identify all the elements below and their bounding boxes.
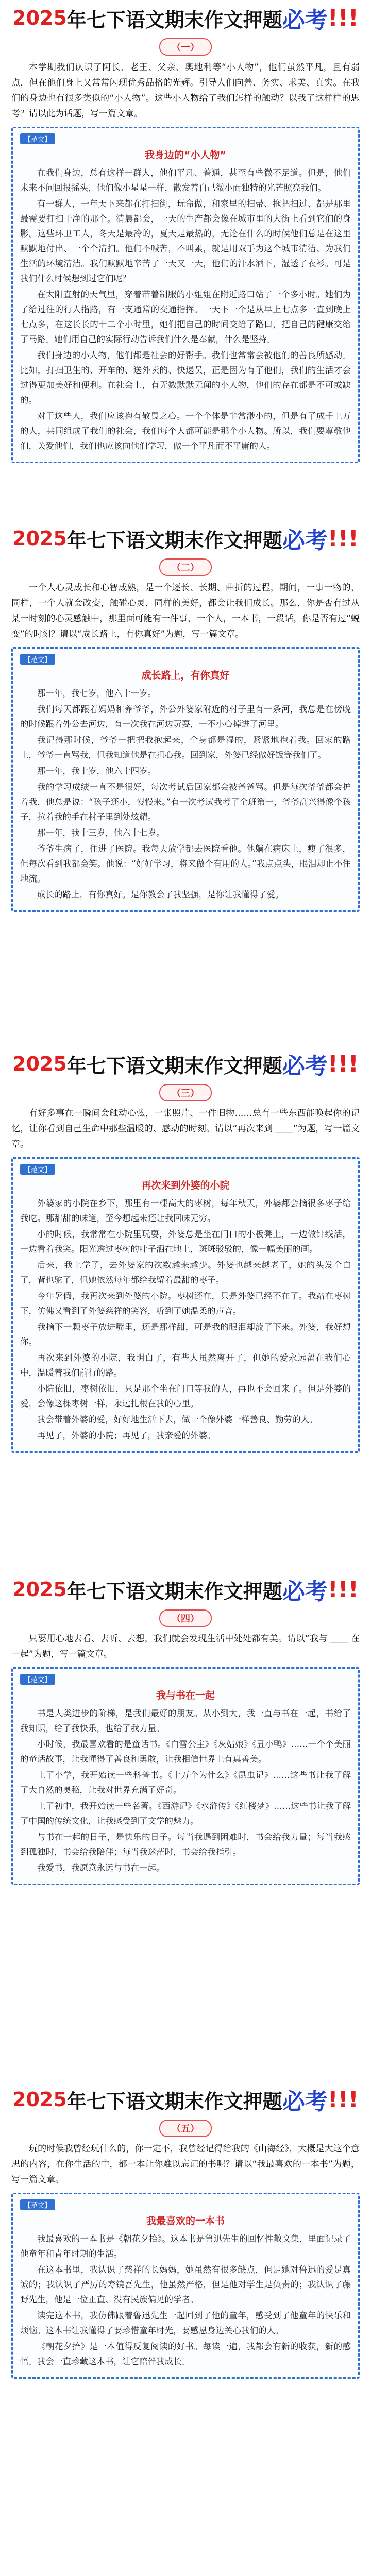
- section-header: [11, 520, 360, 556]
- essay-paragraph: 有一群人，一年天下来都在打扫街，玩命做，和家里的扫帚、拖把扫过、都是那里最需要打扫干净的那个。清晨都会，一天的生产都会像在城市里的大街上看到它们的身影。这些环卫工人，冬天是最冷的，夏天是最热的，无论在什么的时候他们总是在这里默默地付出、一个个清扫。他们不喊苦，不叫累，就是用双手为这个城市清洁、为我们生活的环境清洁。我们默默地辛苦了一天又一天，他们的汗水洒下，湿透了衣衫。可是我们什么时候想到过它们呢？: [20, 199, 351, 283]
- essay-paragraph: 再次来到外婆的小院，我明白了，有些人虽然离开了，但她的爱永远留在我们心中，温暖着我们前行的路。: [20, 1353, 351, 1378]
- header-bang: !!!: [327, 1576, 359, 1603]
- essay-paragraph: 再见了，外婆的小院；再见了，我亲爱的外婆。: [37, 1431, 216, 1440]
- section-header: [11, 0, 360, 36]
- header-title: 年七下语文期末作文押题: [66, 2090, 282, 2113]
- model-essay-tag: 【范文】: [20, 1674, 55, 1685]
- header-year: 2025: [12, 1578, 67, 1601]
- essay-paragraph: 今年暑假，我再次来到外婆的小院。枣树还在，只是外婆已经不在了。我站在枣树下，仿佛又看到了外婆慈祥的笑容，听到了她温柔的声音。: [20, 1291, 351, 1316]
- essay-paragraph: 我最喜欢的一本书是《朝花夕拾》。这本书是鲁迅先生的回忆性散文集，里面记录了他童年和青年时期的生活。: [20, 2234, 351, 2259]
- essay-section-2: [0, 520, 371, 912]
- essay-paragraph: 我们身边的小人物，他们都是社会的好帮手。我们也常常会被他们的善良所感动。比如，打扫卫生的、开车的、送外卖的、快递员，正是因为有了他们，我们的生活才会过得更加美好和便利。在社会上，有无数默默无闻的小人物，他们的存在都是不可或缺的。: [20, 350, 351, 405]
- model-essay-box: [11, 647, 360, 912]
- essay-title: 再次来到外婆的小院: [141, 1180, 230, 1191]
- essay-paragraph: 《朝花夕拾》是一本值得反复阅读的好书。每读一遍，我都会有新的收获，新的感悟。我会一直珍藏这本书，让它陪伴我成长。: [20, 2342, 351, 2366]
- essay-section-4: [0, 1571, 371, 1885]
- essay-prompt: 本学期我们认识了阿长、老王、父亲、奥地利等“小人物”，他们虽然平凡，且有弱点，但在他们身上又常常闪现优秀品格的光辉。引导人们向善、务实、求美、真实。在我们的身边也有很多类似的“小人物”。这些小人物给了我们怎样的触动？以我了这样样的思考？请以此为话题，写一篇文章。: [11, 62, 360, 119]
- essay-prompt: 一个人心灵成长和心智成熟，是一个逐长、长期、曲折的过程，期间，一事一物的，同样，一个人就会改变，触碰心灵，同样的美好，都会让我们成长。那么，你是否有过从某一时刻的心灵感触中，那里面可能有一件事，一个人，一本书，一段话，你是否有过“蜕变”的时刻？请以“成长路上，有你真好”为题，写一篇文章。: [11, 583, 360, 639]
- essay-title: 成长路上，有你真好: [141, 670, 230, 681]
- header-year: 2025: [12, 527, 67, 550]
- header-must: 必考: [282, 7, 328, 33]
- header-bang: !!!: [327, 2086, 359, 2113]
- header-title: 年七下语文期末作文押题: [66, 529, 282, 552]
- header-bang: !!!: [327, 5, 359, 31]
- model-essay-box: [11, 1157, 360, 1453]
- essay-paragraph: 那一年，我七岁，他六十一岁。: [37, 688, 156, 698]
- essay-paragraph: 我记得那时候，爷爷一把把我抱起来，全身都是湿的，紧紧地抱着我。回家的路上，爷爷一直骂我，但我知道他是在担心我。回到家，外婆已经做好饭等我们了。: [20, 735, 351, 760]
- section-header: [11, 2081, 360, 2117]
- essay-paragraph: 我爱书，我愿意永远与书在一起。: [37, 1863, 165, 1873]
- essay-paragraph: 对于这些人，我们应该抱有敬畏之心。一个个体是非常渺小的，但是有了成千上万的人，共同组成了我们的社会，我们每个人都可能是那个小人物。所以，我们要尊敬他们，关爱他们，我们也应该向他们学习，做一个平凡而不平庸的人。: [20, 411, 351, 451]
- header-title: 年七下语文期末作文押题: [66, 1054, 282, 1077]
- essay-paragraph: 我的学习成绩一直不是很好，每次考试后回家都会被爸爸骂。但是每次爷爷都会护着我，他总是说：“孩子还小，慢慢来。”有一次考试我考了全班第一，爷爷高兴得像个孩子，拉着我的手在村子里到处炫耀。: [20, 782, 351, 822]
- section-number: （一）: [11, 38, 360, 56]
- essay-paragraph: 我们每天都跟着妈妈和养爷爷，外公外婆家附近的村子里有一条河，我总是在傍晚的时候跟着外公去河边，有一次我在河边玩耍，一不小心掉进了河里。: [20, 704, 351, 729]
- model-essay-tag: 【范文】: [20, 2199, 55, 2210]
- header-year: 2025: [12, 1053, 67, 1075]
- section-number: （四）: [11, 1609, 360, 1627]
- essay-prompt: 只要用心地去看、去听、去想，我们就会发现生活中处处都有美。请以“我与 ____ 在一起”为题，写一篇文章。: [11, 1634, 360, 1659]
- model-essay-tag: 【范文】: [20, 133, 55, 144]
- model-essay-box: [11, 1667, 360, 1885]
- essay-section-5: [0, 2081, 371, 2379]
- essay-section-3: [0, 1046, 371, 1453]
- essay-paragraph: 与书在一起的日子，是快乐的日子。每当我遇到困难时，书会给我力量；每当我感到孤独时，书会给我陪伴；每当我迷茫时，书会给我指引。: [20, 1832, 351, 1857]
- model-essay-tag: 【范文】: [20, 1164, 55, 1175]
- section-number: （三）: [11, 1084, 360, 1101]
- essay-paragraph: 后来，我上学了，去外婆家的次数越来越少。外婆也越来越老了，她的头发全白了，背也驼了，但她依然每年都给我留着最甜的枣子。: [20, 1260, 351, 1285]
- essay-paragraph: 读完这本书，我仿佛跟着鲁迅先生一起回到了他的童年，感受到了他童年的快乐和烦恼。这本书让我懂得了要珍惜童年时光，要感恩身边关心我们的人。: [20, 2311, 351, 2335]
- essay-prompt: 玩的时候我曾经玩什么的，你一定不，我曾经记得给我的《山海经》，大概是大这个意思的内容，在你生活的中，都一本让你难以忘记的书呢？请以“我最喜欢的一本书”为题，写一篇文章。: [11, 2144, 360, 2185]
- essay-title: 我最喜欢的一本书: [146, 2215, 225, 2227]
- essay-paragraph: 小院依旧，枣树依旧，只是那个坐在门口等我的人，再也不会回来了。但是外婆的爱，会像这棵枣树一样，永远扎根在我的心里。: [20, 1384, 351, 1409]
- essay-title: 我身边的“小人物”: [145, 149, 226, 161]
- essay-section-1: [0, 0, 371, 463]
- essay-paragraph: 成长的路上，有你真好。是你教会了我坚强，是你让我懂得了爱。: [37, 890, 284, 900]
- header-title: 年七下语文期末作文押题: [66, 8, 282, 31]
- essay-paragraph: 爷爷生病了，住进了医院。我每天放学都去医院看他。他躺在病床上，瘦了很多，但每次看到我都会笑。他说：“好好学习，将来做个有用的人。”我点点头，眼泪却止不住地流。: [20, 844, 351, 884]
- header-must: 必考: [282, 528, 328, 554]
- essay-paragraph: 那一年，我十岁，他六十四岁。: [37, 766, 156, 776]
- essay-paragraph: 书是人类进步的阶梯，是我们最好的朋友。从小到大，我一直与书在一起，书给了我知识，给了我快乐，也给了我力量。: [20, 1708, 351, 1733]
- header-must: 必考: [282, 1053, 328, 1079]
- header-bang: !!!: [327, 1050, 359, 1077]
- essay-paragraph: 上了初中，我开始读一些名著。《西游记》《水浒传》《红楼梦》……这些书让我了解了中国的传统文化，让我感受到了文学的魅力。: [20, 1801, 351, 1826]
- model-essay-box: [11, 2193, 360, 2379]
- model-essay-tag: 【范文】: [20, 654, 55, 665]
- essay-paragraph: 那一年，我十三岁，他六十七岁。: [37, 828, 165, 838]
- section-number: （二）: [11, 558, 360, 576]
- section-header: [11, 1046, 360, 1082]
- essay-paragraph: 上了小学，我开始读一些科普书。《十万个为什么》《昆虫记》……这些书让我了解了大自然的奥秘，让我对世界充满了好奇。: [20, 1770, 351, 1795]
- model-essay-box: [11, 127, 360, 463]
- header-year: 2025: [12, 7, 67, 29]
- header-bang: !!!: [327, 525, 359, 552]
- section-header: [11, 1571, 360, 1607]
- essay-paragraph: 小时候，我最喜欢看的是童话书。《白雪公主》《灰姑娘》《丑小鸭》……一个个美丽的童话故事，让我懂得了善良和勇敢，让我相信世界上有真善美。: [20, 1739, 351, 1764]
- essay-prompt: 有好多事在一瞬间会触动心弦，一张照片、一件旧物……总有一些东西能唤起你的记忆，让你看到自己生命中那些温暖的、感动的时刻。请以“再次来到 ____”为题，写一篇文章。: [11, 1108, 360, 1149]
- essay-paragraph: 我会带着外婆的爱，好好地生活下去，做一个像外婆一样善良、勤劳的人。: [37, 1415, 318, 1425]
- section-number: （五）: [11, 2120, 360, 2137]
- header-must: 必考: [282, 2089, 328, 2115]
- essay-paragraph: 小的时候，我常常在小院里玩耍，外婆总是坐在门口的小板凳上，一边做针线活，一边看着我笑。阳光透过枣树的叶子洒在地上，斑斑驳驳的，像一幅美丽的画。: [20, 1229, 351, 1254]
- essay-paragraph: 我摘下一颗枣子放进嘴里，还是那样甜，可是我的眼泪却流了下来。外婆，我好想你。: [20, 1322, 351, 1347]
- header-year: 2025: [12, 2088, 67, 2111]
- essay-paragraph: 在这本书里，我认识了慈祥的长妈妈，她虽然有很多缺点，但是她对鲁迅的爱是真诚的；我认识了严厉的寿镜吾先生，他虽然严格，但是他对学生是负责的；我认识了藤野先生，他是一位正直、没有民族偏见的学者。: [20, 2265, 351, 2304]
- essay-paragraph: 在太阳直射的天气里，穿着带着制服的小姐姐在附近路口站了一个多小时。她们为了给过往的行人指路，有一支通常的交通指挥。一天下一个是从早上七点多一直到晚上七点多，在这长长的十二个小时里，她们把自己的时间交给了路口，把自己的健康交给了马路。她们用自己的实际行动告诉我们什么是奉献，什么是坚持。: [20, 290, 351, 344]
- essay-paragraph: 外婆家的小院在乡下，那里有一棵高大的枣树，每年秋天，外婆都会摘很多枣子给我吃。那甜甜的味道，至今想起来还让我回味无穷。: [20, 1198, 351, 1223]
- essay-title: 我与书在一起: [156, 1690, 215, 1701]
- header-title: 年七下语文期末作文押题: [66, 1580, 282, 1603]
- essay-paragraph: 在我们身边，总有这样一群人，他们平凡、普通，甚至有些微不足道。但是，他们未来不问回报摇头，他们像小星星一样，散发着自己微小而独特的光芒照亮我们。: [20, 168, 351, 193]
- header-must: 必考: [282, 1579, 328, 1605]
